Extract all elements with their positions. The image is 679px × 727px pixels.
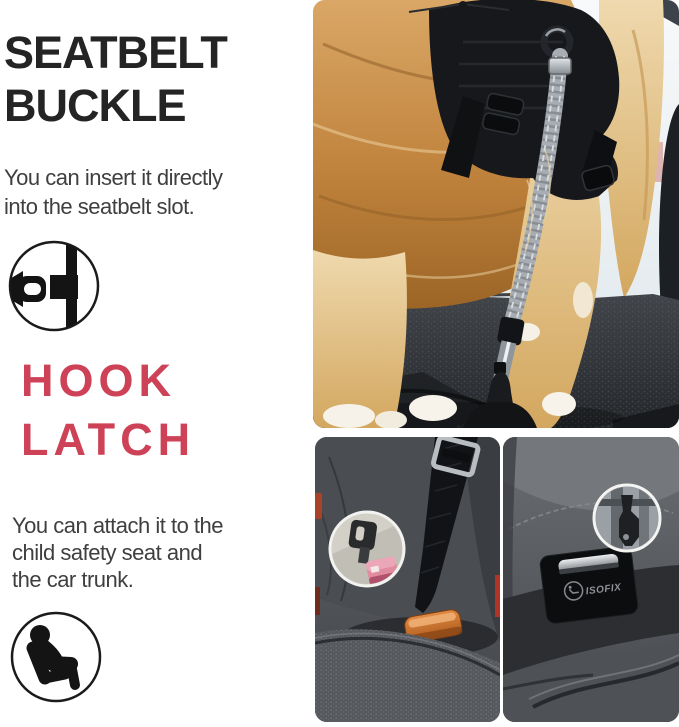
inset-content <box>596 487 658 549</box>
latch-inset-circle <box>594 485 660 551</box>
isofix-anchor-panel <box>539 546 639 625</box>
head <box>30 625 50 645</box>
tongue-slot-hole <box>24 283 41 295</box>
seatbelt-buckle-title-line2: BUCKLE <box>4 80 186 131</box>
hook-latch-title <box>21 351 195 469</box>
hind-paw-tuft <box>542 392 576 416</box>
tether-adjuster <box>549 58 571 74</box>
red-accent-left2 <box>315 587 320 615</box>
buckle-inset-circle <box>330 512 405 587</box>
middle-paw <box>409 395 457 421</box>
shin <box>71 664 75 685</box>
seatbelt-buckle-description <box>4 163 223 221</box>
tether-wrap-band <box>497 316 525 346</box>
main-photo-illustration <box>313 0 679 428</box>
inset-slot-dark2 <box>639 487 649 549</box>
hook-latch-desc-line2: child safety seat and <box>12 540 203 565</box>
isofix-label: ISOFIX <box>585 582 623 598</box>
seatbelt-buckle-desc-line2: into the seatbelt slot. <box>4 194 195 219</box>
hook-latch-title-line2: LATCH <box>21 414 196 465</box>
seatbelt-buckle-title <box>4 26 227 132</box>
seatbelt-buckle-in-slot-icon <box>6 238 102 334</box>
photo-hook-latch-isofix <box>503 437 679 722</box>
inset-hook-hole <box>623 534 629 540</box>
main-photo-dog-harness-tether <box>313 0 679 428</box>
seatbelt-buckle-title-line1: SEATBELT <box>4 27 227 78</box>
leash-clip-knob <box>459 1 467 9</box>
buckle-photo-illustration <box>315 437 500 722</box>
photo-seatbelt-buckle-slot <box>315 437 500 722</box>
leg-cream-tuft <box>573 282 593 318</box>
seat-bottom <box>45 674 65 678</box>
hook-latch-title-line1: HOOK <box>21 355 176 406</box>
red-accent-left1 <box>315 493 322 519</box>
child-seat-occupant-icon <box>9 610 105 706</box>
seatbelt-buckle-desc-line1: You can insert it directly <box>4 165 223 190</box>
red-accent-right <box>495 575 500 617</box>
hook-latch-desc-line1: You can attach it to the <box>12 513 224 538</box>
hook-latch-description <box>12 512 223 593</box>
hook-latch-desc-line3: the car trunk. <box>12 567 134 592</box>
latch-photo-illustration <box>503 437 679 722</box>
dog-front-leg-fur <box>313 250 407 428</box>
front-paw <box>323 404 375 428</box>
buckle-receptacle <box>50 275 78 299</box>
